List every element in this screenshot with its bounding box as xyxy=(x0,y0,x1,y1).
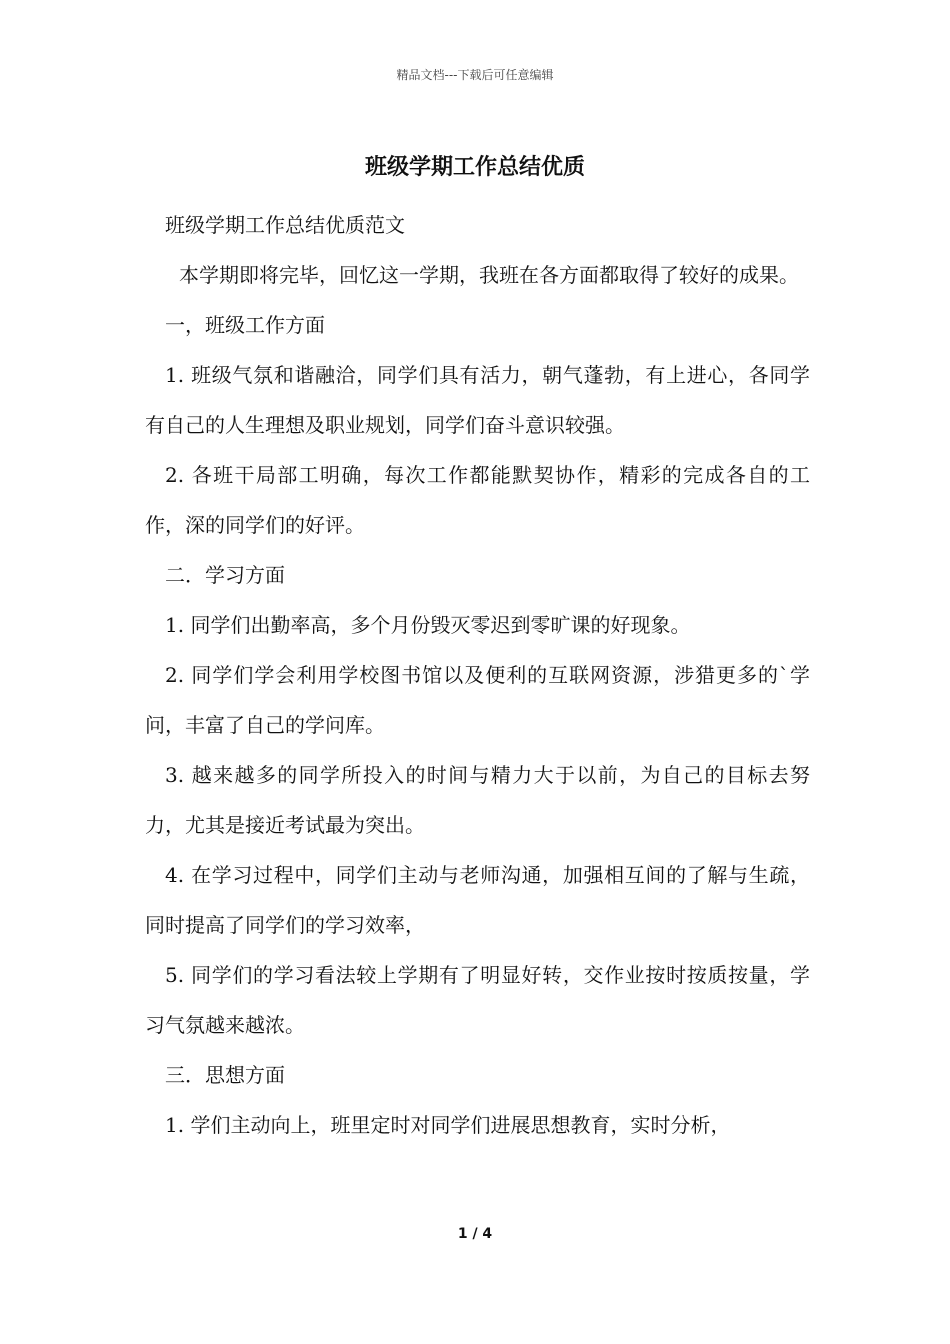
document-title: 班级学期工作总结优质 xyxy=(364,154,585,180)
document-body xyxy=(145,200,810,1150)
page-header: 精品文档---下载后可任意编辑 xyxy=(396,68,554,82)
paragraph: 本学期即将完毕，回忆这一学期，我班在各方面都取得了较好的成果。 xyxy=(179,263,799,287)
paragraph: 5. 同学们的学习看法较上学期有了明显好转，交作业按时按质按量，学习气氛越来越浓。 xyxy=(145,963,810,1037)
paragraph: 2. 同学们学会利用学校图书馆以及便利的互联网资源，涉猎更多的`学问，丰富了自己的学问库。 xyxy=(145,663,810,737)
paragraph: 4. 在学习过程中，同学们主动与老师沟通，加强相互间的了解与生疏，同时提高了同学们的学习效率， xyxy=(145,863,810,937)
paragraph: 3. 越来越多的同学所投入的时间与精力大于以前，为自己的目标去努力，尤其是接近考试最为突出。 xyxy=(145,763,810,837)
section-heading: 二．学习方面 xyxy=(165,563,285,587)
section-heading: 一，班级工作方面 xyxy=(165,313,325,337)
paragraph: 1. 同学们出勤率高，多个月份毁灭零迟到零旷课的好现象。 xyxy=(165,613,691,637)
paragraph: 1. 学们主动向上，班里定时对同学们进展思想教育，实时分析， xyxy=(165,1113,731,1137)
paragraph: 2. 各班干局部工明确，每次工作都能默契协作，精彩的完成各自的工作，深的同学们的好评。 xyxy=(145,463,810,537)
paragraph: 1. 班级气氛和谐融洽，同学们具有活力，朝气蓬勃，有上进心，各同学有自己的人生理想及职业规划，同学们奋斗意识较强。 xyxy=(145,363,810,437)
section-heading: 三．思想方面 xyxy=(165,1063,285,1087)
document-subtitle: 班级学期工作总结优质范文 xyxy=(165,213,405,237)
page-number: 1 / 4 xyxy=(457,1226,493,1242)
